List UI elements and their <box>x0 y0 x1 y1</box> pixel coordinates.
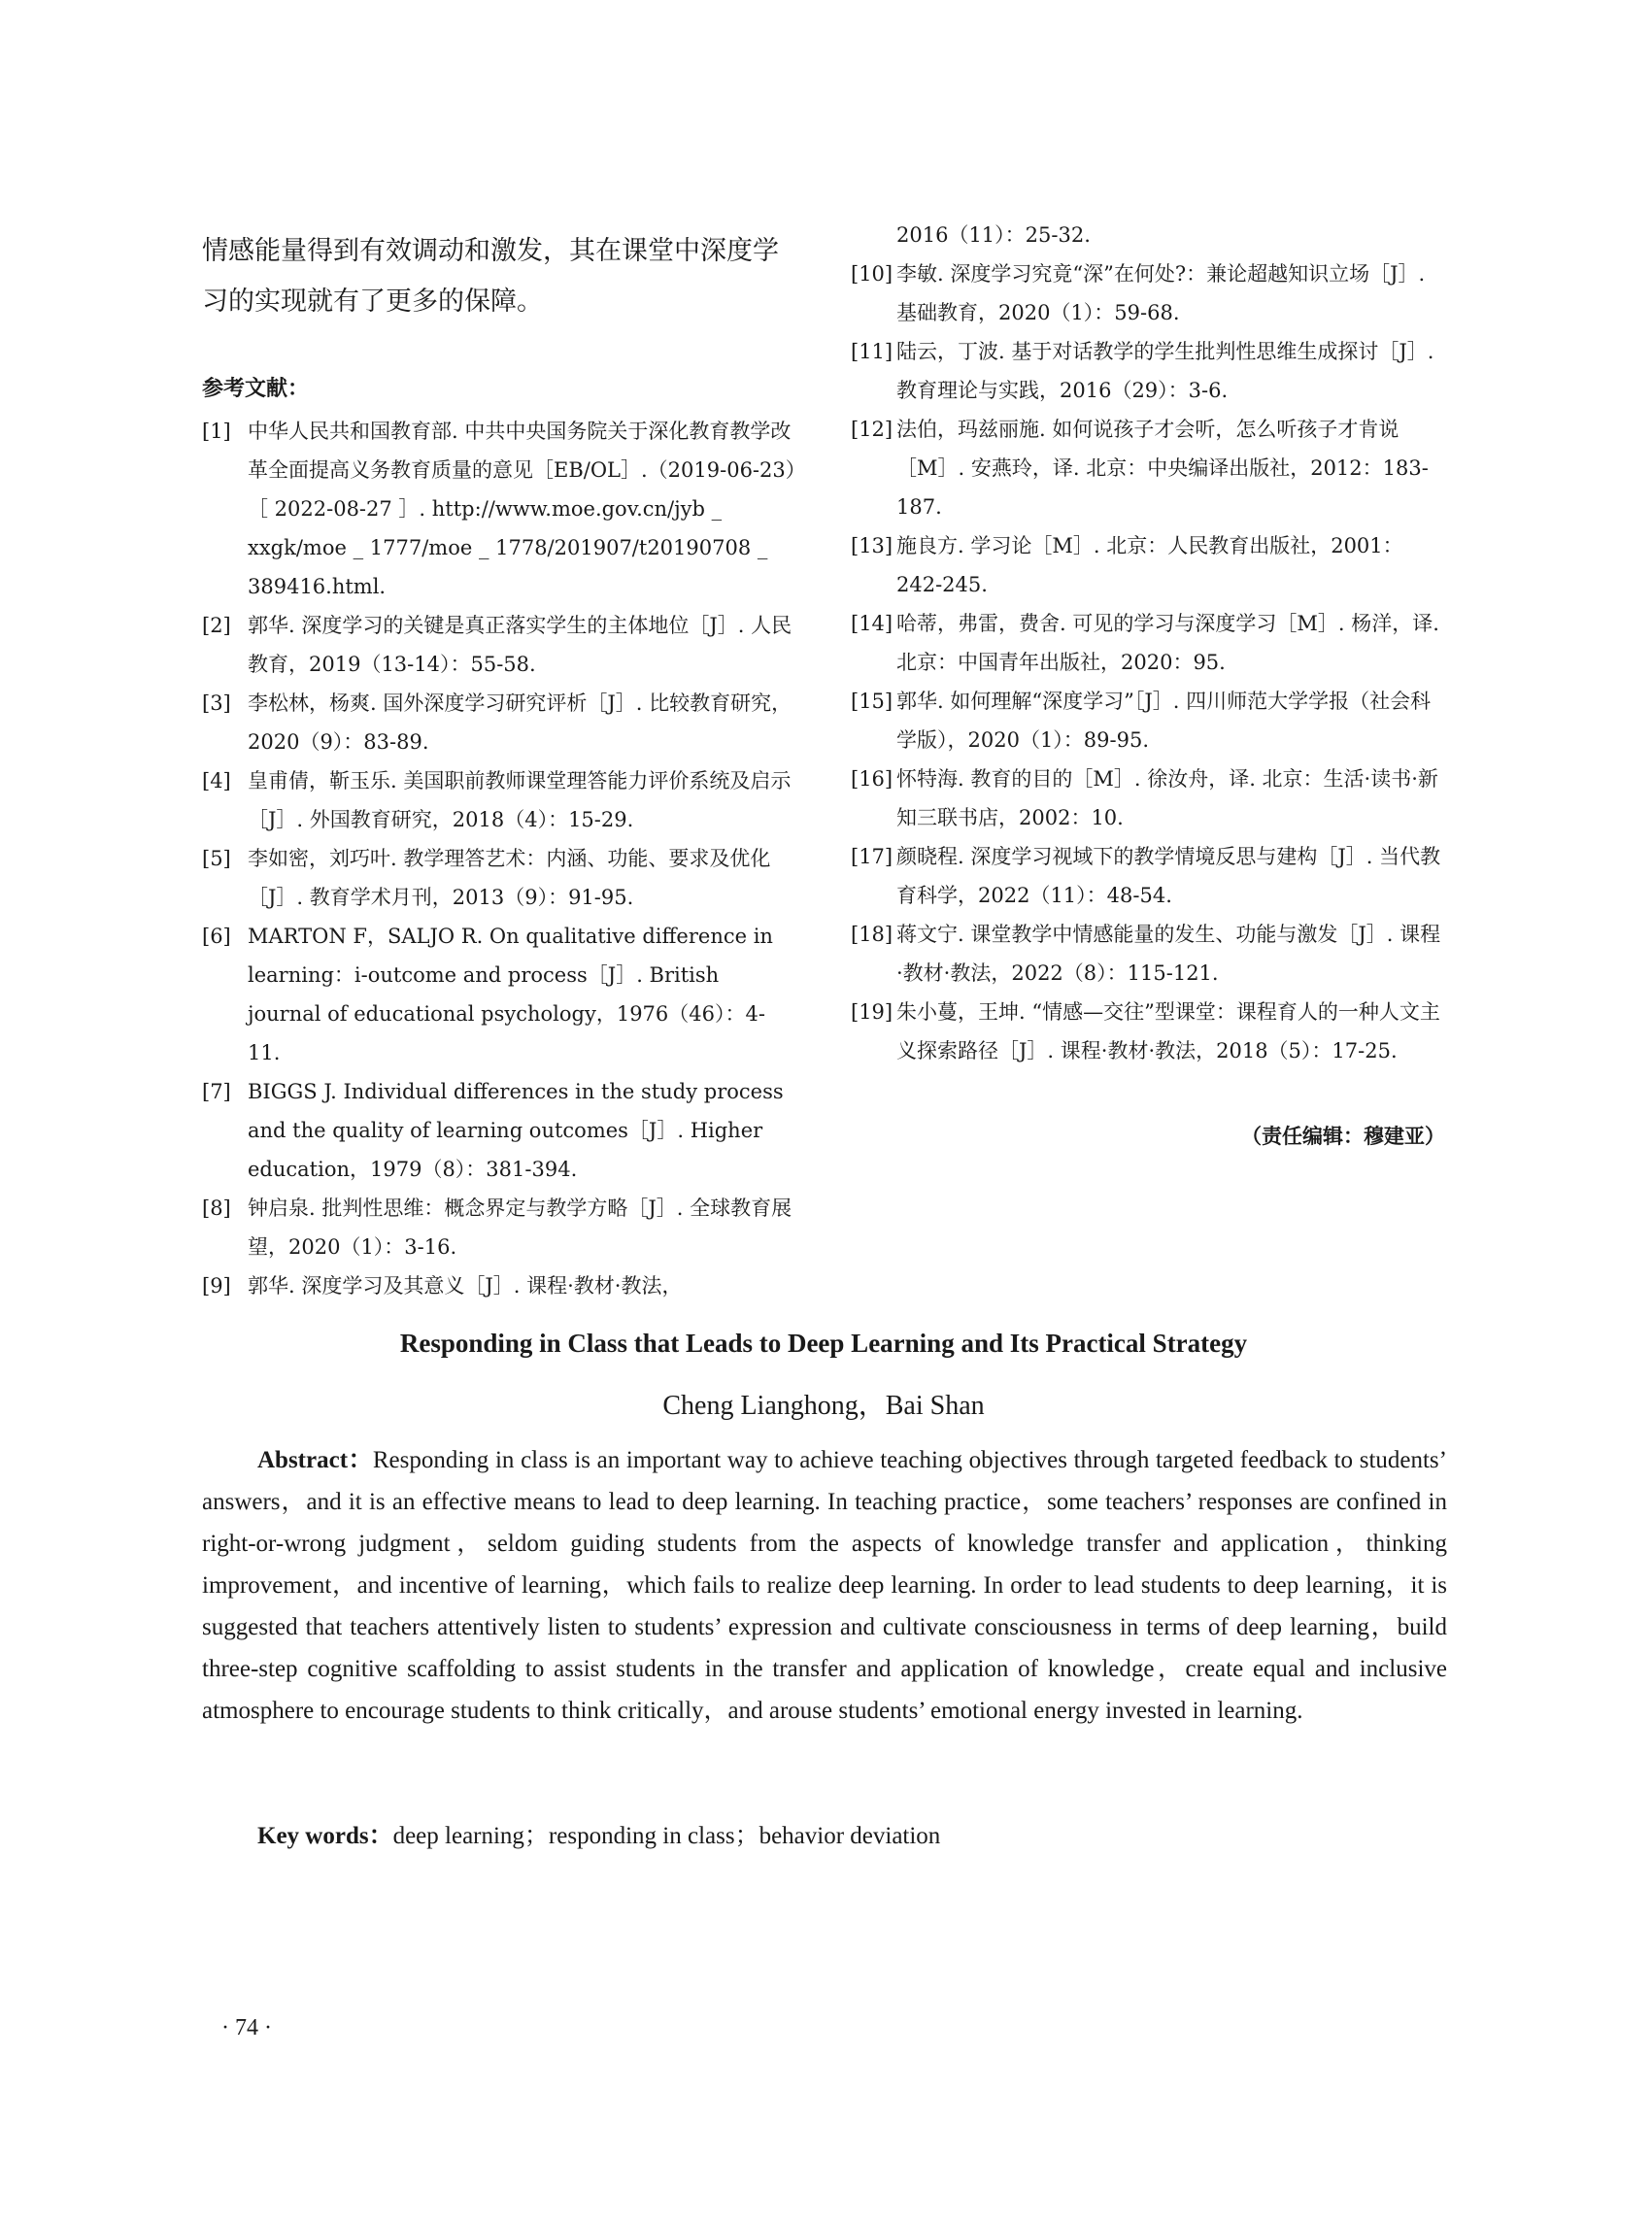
reference-item: [18] 蒋文宁. 课堂教学中情感能量的发生、功能与激发［J］. 课程·教材·教法，2022（8）：115-121. <box>851 923 1441 985</box>
reference-item: [13] 施良方. 学习论［M］. 北京：人民教育出版社，2001：242-245. <box>851 534 1403 596</box>
reference-item: [8] 钟启泉. 批判性思维：概念界定与教学方略［J］. 全球教育展望，2020（1）：3-16. <box>202 1197 792 1259</box>
reference-item: [16] 怀特海. 教育的目的［M］. 徐汝舟，译. 北京：生活·读书·新知三联书店，2002：10. <box>851 767 1438 829</box>
page-number: · 74 · <box>221 2015 272 2040</box>
reference-item: [2] 郭华. 深度学习的关键是真正落实学生的主体地位［J］. 人民教育，2019（13-14）：55-58. <box>202 614 792 676</box>
reference-item: [14] 哈蒂，弗雷，费舍. 可见的学习与深度学习［M］. 杨洋，译. 北京：中国青年出版社，2020：95. <box>851 612 1439 674</box>
body-paragraph: 情感能量得到有效调动和激发，其在课堂中深度学习的实现就有了更多的保障。 <box>202 236 779 317</box>
english-authors: Cheng Lianghong，Bai Shan <box>662 1391 985 1421</box>
keywords-label: Key words： <box>257 1823 393 1849</box>
references-heading: 参考文献： <box>202 377 310 401</box>
reference-item: [3] 李松林，杨爽. 国外深度学习研究评析［J］. 比较教育研究，2020（9）：83-89. <box>202 691 792 754</box>
reference-item: [15] 郭华. 如何理解“深度学习”［J］. 四川师范大学学报（社会科学版），2020（1）：89-95. <box>851 690 1432 752</box>
reference-item: [9] 郭华. 深度学习及其意义［J］. 课程·教材·教法， <box>202 1274 683 1298</box>
reference-item: [12] 法伯，玛兹丽施. 如何说孩子才会听，怎么听孩子才肯说［M］. 安燕玲，译. 北京：中央编译出版社，2012：183-187. <box>851 418 1429 519</box>
reference-list-left <box>202 412 796 1305</box>
abstract-text: Responding in class is an important way to achieve teaching objectives through targeted feedback to students’ answers，and it is an effective means to lead to deep learning. In teaching practice，some teachers’ responses are confined in right-or-wrong judgment，seldom guiding students from the aspects of knowledge transfer and application，thinking improvement，and incentive of learning，which fails to realize deep learning. In order to lead students to deep learning，it is suggested that teachers attentively listen to students’ expression and cultivate consciousness in terms of deep learning，build three-step cognitive scaffolding to assist students in the transfer and application of knowledge，create equal and inclusive atmosphere to encourage students to think critically，and arouse students’ emotional energy invested in learning. <box>202 1447 1447 1724</box>
right-column <box>851 216 1445 1150</box>
reference-item: [11] 陆云，丁波. 基于对话教学的学生批判性思维生成探讨［J］. 教育理论与实践，2016（29）：3-6. <box>851 340 1434 402</box>
reference-item: [17] 颜晓程. 深度学习视域下的教学情境反思与建构［J］. 当代教育科学，2022（11）：48-54. <box>851 845 1441 907</box>
english-abstract <box>202 1439 1447 1732</box>
english-keywords <box>202 1815 1447 1857</box>
keywords-text: deep learning；responding in class；behavior deviation <box>392 1823 941 1849</box>
reference-continuation: 2016（11）：25-32. <box>896 223 1091 247</box>
left-column <box>202 219 796 1305</box>
reference-item: [19] 朱小蔓，王坤. “情感—交往”型课堂：课程育人的一种人文主义探索路径［J］. 课程·教材·教法，2018（5）：17-25. <box>851 1000 1440 1062</box>
abstract-label: Abstract： <box>257 1447 373 1473</box>
english-title: Responding in Class that Leads to Deep Learning and Its Practical Strategy <box>399 1329 1248 1358</box>
reference-item: [6] MARTON F，SALJO R. On qualitative difference in learning：i-outcome and process［J］. British journal of educational psychology，1976（46）：4-11. <box>202 925 773 1064</box>
reference-item: [4] 皇甫倩，靳玉乐. 美国职前教师课堂理答能力评价系统及启示［J］. 外国教育研究，2018（4）：15-29. <box>202 769 792 831</box>
reference-item: [7] BIGGS J. Individual differences in the study process and the quality of learning outcomes［J］. Higher education，1979（8）：381-394. <box>202 1080 784 1181</box>
reference-list-right <box>851 254 1445 1070</box>
responsible-editor: （责任编辑：穆建亚） <box>1241 1125 1445 1148</box>
reference-item: [5] 李如密，刘巧叶. 教学理答艺术：内涵、功能、要求及优化［J］. 教育学术月刊，2013（9）：91-95. <box>202 847 771 909</box>
reference-item: [1] 中华人民共和国教育部. 中共中央国务院关于深化教育教学改革全面提高义务教育质量的意见［EB/OL］.（2019-06-23）［ 2022-08-27 ］. http://www.moe.gov.cn/jyb _ xxgk/moe _ 1777/moe _ 1778/201907/t20190708 _ 389416.html. <box>202 420 796 598</box>
reference-item: [10] 李敏. 深度学习究竟“深”在何处?：兼论超越知识立场［J］. 基础教育，2020（1）：59-68. <box>851 262 1426 324</box>
